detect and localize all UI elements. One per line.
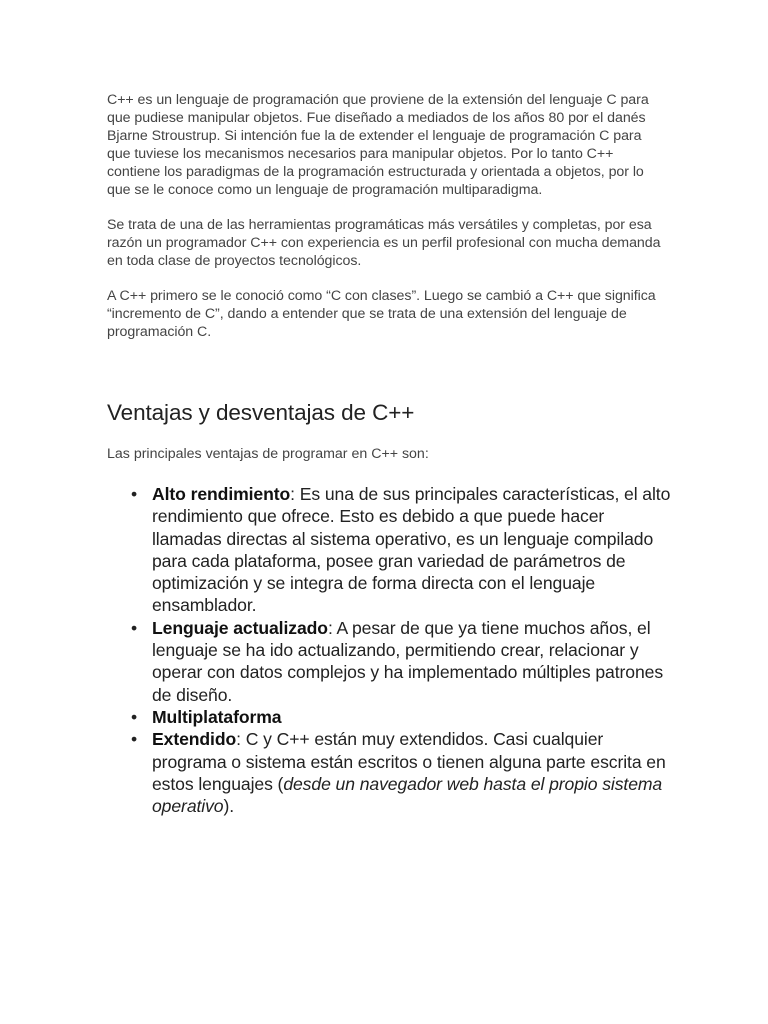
list-item-multiplataforma — [131, 706, 671, 728]
intro-paragraph-3: A C++ primero se le conoció como “C con clases”. Luego se cambió a C++ que significa “incremento de C”, dando a entender que se trata de una extensión del lenguaje de programación C. — [107, 288, 656, 340]
list-item-term: Extendido — [152, 729, 237, 750]
list-item-alto-rendimiento — [131, 483, 671, 617]
intro-paragraph-2: Se trata de una de las herramientas programáticas más versátiles y completas, por esa razón un programador C++ con experiencia es un perfil profesional con mucha demanda en toda clase de proyectos tecnológicos. — [107, 217, 661, 269]
list-item-term: Multiplataforma — [152, 706, 282, 727]
intro-section — [107, 91, 667, 358]
bullet-icon: • — [131, 617, 138, 638]
list-item-italic-text: desde un navegador web hasta el propio sistema operativo — [152, 773, 663, 817]
bullet-icon: • — [131, 729, 138, 750]
list-item-text: : Es una de sus principales características, el alto rendimiento que ofrece. Esto es debido a que puede hacer llamadas directas al sistema operativo, es un lenguaje compilado para cada plataforma, posee gran variedad de parámetros de optimización y se integra de forma directa con el lenguaje ensamblador. — [152, 484, 671, 616]
bullet-icon: • — [131, 484, 138, 504]
list-item-term: Lenguaje actualizado — [152, 617, 328, 638]
advantages-list — [131, 483, 671, 817]
section-heading: Ventajas y desventajas de C++ — [107, 400, 415, 425]
list-item-text: : C y C++ están muy extendidos. Casi cualquier programa o sistema están escritos o tienen alguna parte escrita en estos lenguajes ( — [152, 729, 666, 794]
bullet-icon: • — [131, 706, 138, 727]
list-item-tail-text: ). — [223, 796, 235, 817]
list-item-extendido — [131, 728, 671, 817]
section-lead: Las principales ventajas de programar en C++ son: — [107, 446, 429, 462]
list-item-text: : A pesar de que ya tiene muchos años, el lenguaje se ha ido actualizando, permitiendo crear, relacionar y operar con datos complejos y ha implementado múltiples patrones de diseño. — [152, 617, 664, 705]
intro-paragraph-1: C++ es un lenguaje de programación que proviene de la extensión del lenguaje C para que pudiese manipular objetos. Fue diseñado a mediados de los años 80 por el danés Bjarne Stroustrup. Si intención fue la de extender el lenguaje de programación C para que tuviese los mecanismos necesarios para manipular objetos. Por lo tanto C++ contiene los paradigmas de la programación estructurada y orientada a objetos, por lo que se le conoce como un lenguaje de programación multiparadigma. — [107, 92, 649, 198]
list-item-lenguaje-actualizado — [131, 617, 671, 706]
list-item-term: Alto rendimiento — [152, 484, 291, 504]
